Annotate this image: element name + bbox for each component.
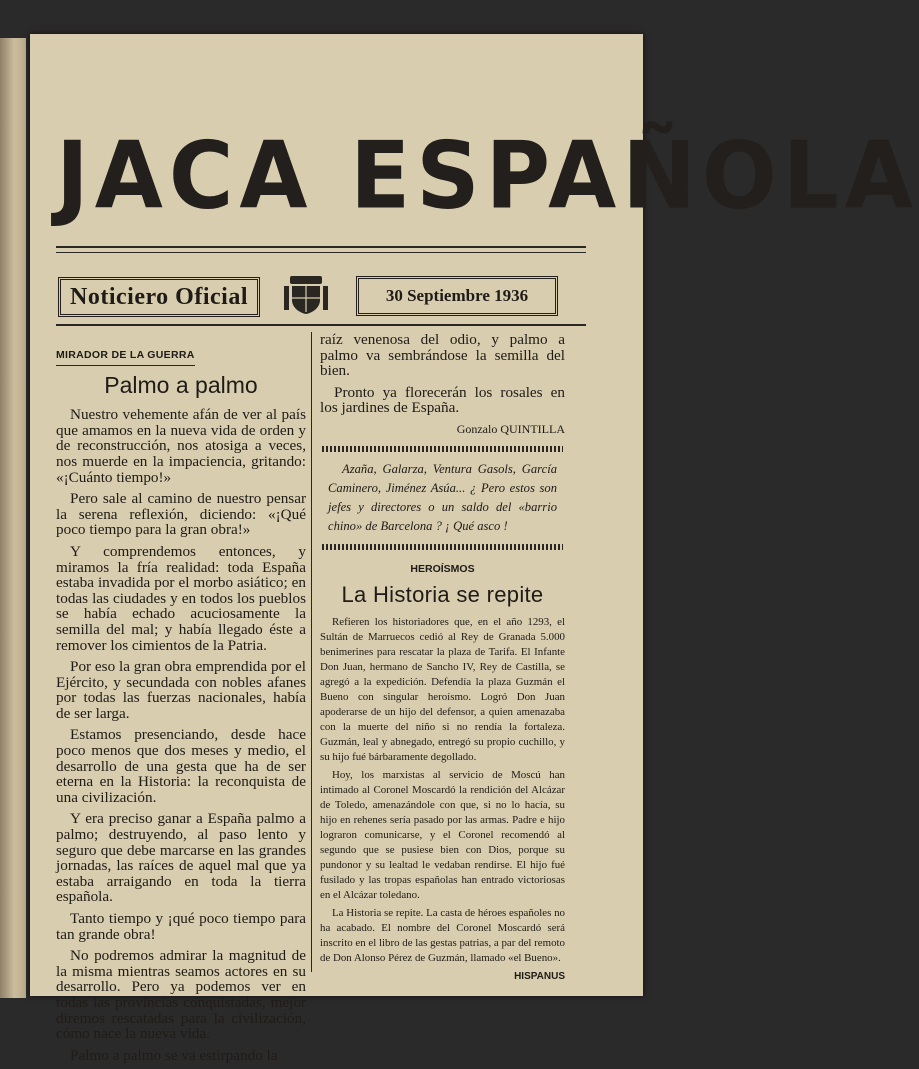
header-rule	[56, 324, 586, 326]
paragraph: Hoy, los marxistas al servicio de Moscú han intimado al Coronel Moscardó la rendición del Alcázar de Toledo, amenazándole con que, si no lo hacía, su hijo en rehenes sería pasado por las armas. Padre e hijo lograron comunicarse, y el Coronel recomendó al segundo que se pusiese bien con Dios, porque su pundonor y su lealtad le vedaban rendirse. El hijo fué fusilado y las tropas españolas han entrado victoriosas en el Alcázar toledano.	[320, 768, 565, 901]
paragraph: Por eso la gran obra emprendida por el Ejército, y secundada con nobles afanes por todas las fuerzas nacionales, había de ser larga.	[56, 658, 306, 722]
paragraph: Pronto ya florecerán los rosales en los jardines de España.	[320, 383, 565, 417]
author-signature: HISPANUS	[514, 970, 565, 982]
coat-of-arms-icon	[284, 274, 328, 316]
paragraph: Palmo a palmo se va estirpando la	[70, 1046, 278, 1064]
newspaper-page	[30, 34, 919, 1064]
paragraph: La Historia se repite. La casta de héroes españoles no ha acabado. El nombre del Coronel Moscardó será inscrito en el libro de las gestas patrias, a par del remoto de Don Alonso Pérez de Guzmán, llamado «el Bueno».	[320, 906, 565, 964]
paragraph: raíz venenosa del odio, y palmo a palmo va sembrándose la semilla del bien.	[320, 331, 565, 380]
masthead-title: JACA ESPAÑOLA	[56, 121, 919, 230]
paragraph: Y comprendemos entonces, y miramos la fría realidad: toda España estaba invadida por el morbo asiático; en todas las ciudades y en todos los pueblos se había echado acuciosamente la semilla del mal; y había llegado éste a remover los cimientos de la Patria.	[56, 542, 306, 654]
column-divider	[311, 332, 312, 972]
article-body	[320, 615, 565, 966]
paragraph: Pero sale al camino de nuestro pensar la serena reflexión, diciendo: «¡Qué poco tiempo para la gran obra!»	[56, 490, 306, 539]
article-title: La Historia se repite	[341, 582, 544, 608]
section-kicker: MIRADOR DE LA GUERRA	[56, 348, 195, 366]
paragraph: Refieren los historiadores que, en el año 1293, el Sultán de Marruecos cedió al Rey de Granada 5.000 benimerines para rescatar la plaza de Tarifa. El Infante Don Juan, hermano de Sancho IV, Rey de Castilla, se agregó a la expedición. Defendía la plaza Guzmán el Bueno con singular heroísmo. Logró Don Juan apoderarse de un hijo del defensor, a quien amenazaba con la muerte del niño si no rendía la fortaleza. Guzmán, leal y abnegado, entregó su propio cuchillo, y su hijo fué bárbaramente degollado.	[320, 615, 565, 763]
article-title: Palmo a palmo	[104, 371, 258, 398]
adjacent-page-edge	[0, 38, 26, 998]
section-kicker: HEROÍSMOS	[410, 562, 475, 575]
left-column	[56, 346, 306, 1069]
ornamental-band	[322, 544, 563, 550]
noticiero-label: Noticiero Oficial	[58, 277, 260, 317]
author-signature: Gonzalo QUINTILLA	[456, 421, 565, 436]
masthead-rule	[56, 246, 586, 248]
issue-date: 30 Septiembre 1936	[356, 276, 558, 316]
paragraph: Y era preciso ganar a España palmo a palmo; destruyendo, al paso lento y seguro que debe marcarse en las grandes jornadas, las raíces de aquel mal que ya estaba arraigando en toda la tierra española.	[56, 810, 306, 906]
ornamental-band	[322, 446, 563, 452]
masthead-rule-thin	[56, 252, 586, 253]
paragraph: No podremos admirar la magnitud de la misma mientras seamos actores en su desarrollo. Pero ya podemos ver en todas las provincias conquistadas, mejor diremos rescatadas para la civilización, cómo nace la nueva vida.	[56, 947, 306, 1043]
paragraph: Nuestro vehemente afán de ver al país que amamos en la nueva vida de orden y de reconstrucción, nos atosiga a veces, nos muerde en la impaciencia, gritando: «¡Cuánto tiempo!»	[56, 406, 306, 486]
paragraph: Tanto tiempo y ¡qué poco tiempo para tan grande obra!	[56, 910, 306, 943]
right-column	[320, 332, 565, 984]
editorial-note: Azaña, Galarza, Ventura Gasols, García Caminero, Jiménez Asúa... ¿ Pero estos son jefes y directores o un saldo del «barrio chino» de Barcelona ? ¡ Qué asco !	[328, 461, 557, 533]
paragraph: Estamos presenciando, desde hace poco menos que dos meses y medio, el desarrollo de una gesta que ha de ser eterna en la Historia: la reconquista de una civilización.	[56, 726, 306, 806]
